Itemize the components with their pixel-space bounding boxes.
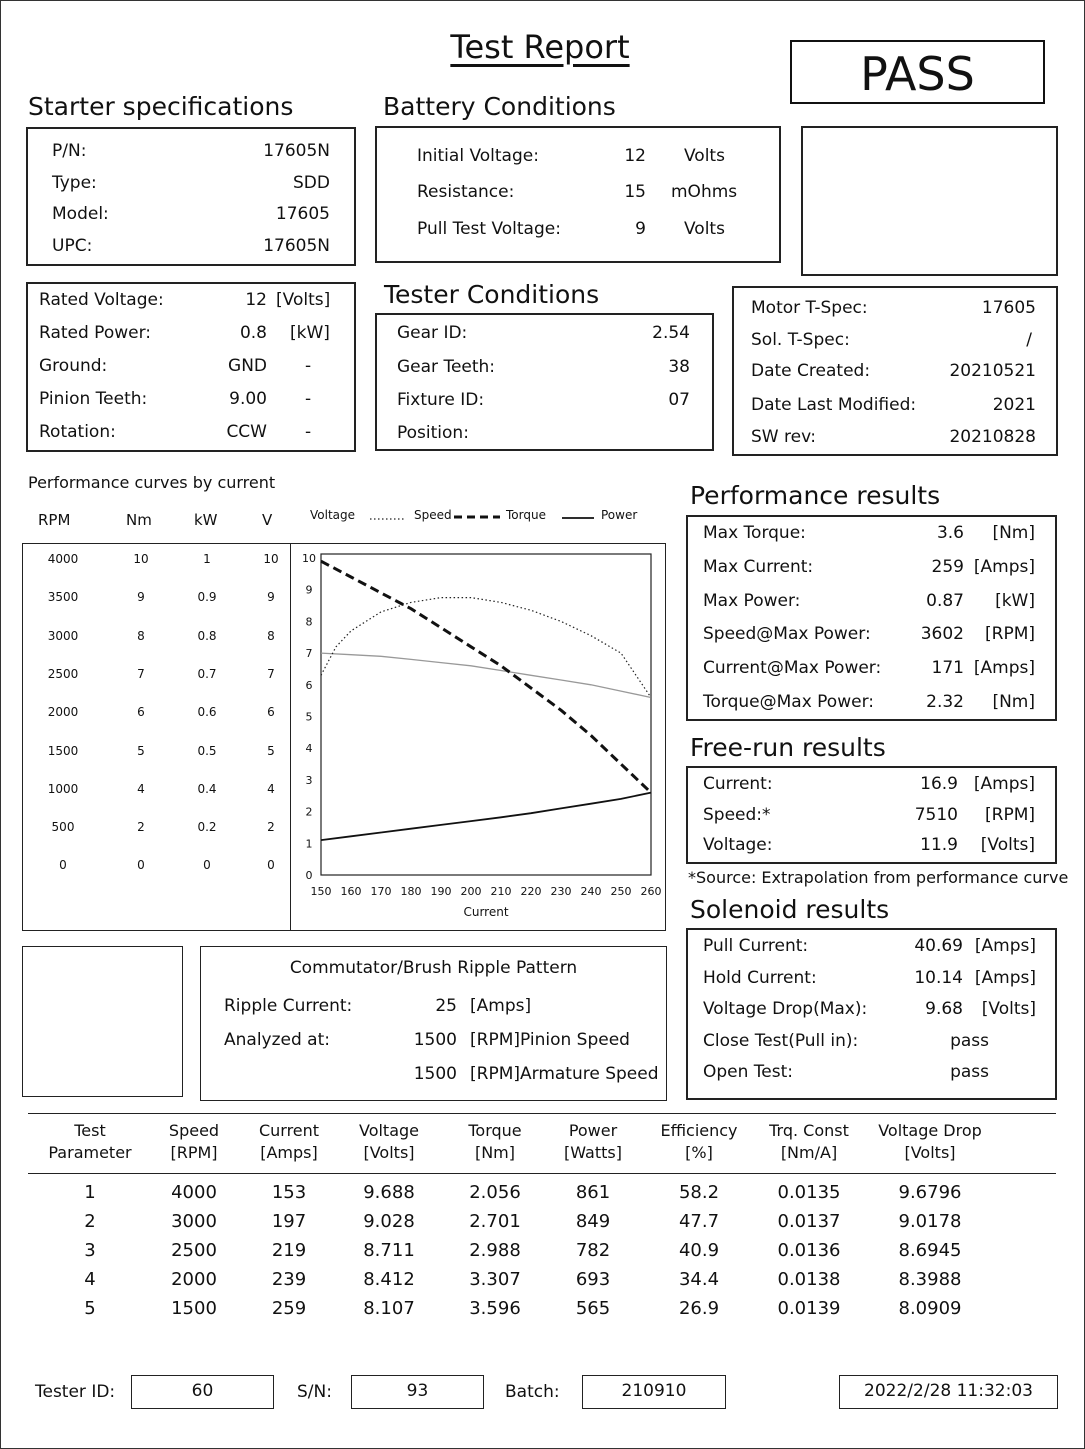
table-cell: 861	[575, 1182, 611, 1203]
freerun-label: Voltage:	[703, 835, 773, 855]
x-axis-label: Current	[463, 905, 509, 919]
table-col-header-line2: [Nm/A]	[780, 1143, 838, 1162]
tick-label: 0.2	[197, 820, 217, 835]
battery-label: Resistance:	[417, 182, 515, 202]
table-cell: 8.711	[363, 1240, 415, 1261]
tick-label: 6	[137, 705, 145, 720]
tick-label: 0.8	[197, 628, 217, 643]
legend-voltage: Voltage	[310, 508, 356, 522]
table-col-header-line2: [Nm]	[474, 1143, 516, 1162]
freerun-value: 7510	[914, 804, 958, 825]
table-cell: 47.7	[678, 1211, 720, 1232]
table-top-rule	[28, 1113, 1056, 1114]
table-col-header-line1: Voltage	[358, 1121, 419, 1140]
performance-value: 3.6	[936, 523, 964, 543]
x-tick-label: 210	[490, 885, 512, 898]
freerun-value: 16.9	[920, 774, 958, 794]
tick-label: 7	[267, 666, 275, 681]
x-tick-label: 260	[640, 885, 662, 898]
series-speed-line	[321, 598, 651, 698]
solenoid-value: 10.14	[914, 967, 963, 988]
motor-value: 17605	[981, 298, 1036, 318]
freerun-note: *Source: Extrapolation from performance curve	[688, 868, 1069, 887]
tester-value: 38	[668, 357, 690, 377]
rating-label: Rotation:	[39, 422, 116, 442]
performance-label: Max Power:	[703, 590, 801, 611]
battery-value: 12	[624, 146, 646, 166]
freerun-heading: Free-run results	[690, 733, 886, 762]
curves-col-v: V	[262, 511, 273, 529]
table-header-rule	[28, 1173, 1056, 1174]
rating-value: CCW	[226, 422, 267, 442]
table-cell: 2.988	[469, 1240, 521, 1261]
tester-label: Position:	[397, 423, 469, 443]
table-cell: 8.6945	[898, 1240, 962, 1261]
legend-speed: Speed	[414, 508, 452, 522]
performance-heading: Performance results	[690, 481, 941, 510]
freerun-label: Speed:*	[703, 804, 771, 825]
rating-value: 12	[245, 290, 267, 310]
table-cell: 2	[84, 1211, 96, 1232]
tester-box	[375, 313, 714, 451]
performance-value: 3602	[920, 624, 964, 645]
x-tick-label: 230	[550, 885, 572, 898]
freerun-unit: [Amps]	[973, 774, 1035, 794]
chart-box	[290, 543, 666, 931]
table-col-header	[533, 1120, 653, 1164]
tick-label: 10	[133, 552, 149, 566]
battery-unit: Volts	[684, 219, 725, 239]
batch-label: Batch:	[505, 1382, 560, 1402]
performance-unit: [RPM]	[985, 624, 1035, 645]
tick-label: 1000	[47, 781, 79, 796]
motor-label: SW rev:	[751, 427, 816, 447]
batch-field: 210910	[582, 1375, 726, 1409]
y-tick-label: 2	[305, 805, 313, 819]
battery-label: Pull Test Voltage:	[417, 219, 561, 239]
tick-label: 2	[137, 820, 145, 835]
y-tick-label: 5	[305, 710, 313, 724]
table-col-header-line2: [Volts]	[363, 1143, 415, 1162]
y-tick-label: 1	[305, 837, 313, 851]
performance-chart	[291, 544, 663, 928]
tick-label: 8	[137, 628, 145, 643]
table-col-header	[870, 1120, 990, 1164]
table-cell: 693	[575, 1269, 611, 1290]
tester-label: Gear ID:	[397, 323, 468, 343]
x-tick-label: 220	[520, 885, 542, 898]
solenoid-label: Hold Current:	[703, 967, 817, 988]
table-cell: 5	[84, 1298, 96, 1319]
performance-unit: [Nm]	[992, 692, 1035, 712]
x-tick-label: 160	[340, 885, 362, 898]
battery-value: 15	[624, 182, 646, 202]
tick-label: 5	[137, 743, 145, 758]
y-tick-label: 4	[305, 742, 313, 756]
performance-value: 171	[931, 658, 964, 679]
ratings-box	[26, 282, 356, 452]
table-col-header-line1: Trq. Const	[769, 1121, 849, 1140]
tick-label: 4	[267, 781, 275, 796]
table-cell: 259	[271, 1298, 307, 1319]
tick-label: 0	[137, 858, 145, 873]
solenoid-label: Voltage Drop(Max):	[703, 999, 868, 1019]
tick-label: 0	[203, 858, 211, 873]
table-col-header-line2: [Amps]	[260, 1143, 318, 1162]
x-tick-label: 240	[580, 885, 602, 898]
x-tick-label: 170	[370, 885, 392, 898]
table-col-header-line1: Power	[568, 1121, 618, 1140]
solenoid-value: 40.69	[914, 936, 963, 956]
performance-value: 259	[931, 556, 964, 577]
table-col-header-line2: Parameter	[48, 1143, 132, 1162]
solenoid-unit: [Volts]	[981, 999, 1036, 1019]
legend-speed-line	[368, 512, 408, 522]
spec-value: SDD	[293, 173, 330, 193]
tick-label: 0.5	[197, 743, 217, 758]
curves-col-nm: Nm	[126, 511, 152, 529]
x-tick-label: 200	[460, 885, 482, 898]
rating-label: Pinion Teeth:	[39, 389, 148, 409]
legend-power-line	[560, 512, 596, 522]
table-col-header-line1: Test	[74, 1121, 106, 1140]
tick-label: 9	[137, 590, 145, 605]
table-cell: 9.0178	[898, 1211, 962, 1232]
tick-label: 2	[267, 820, 275, 835]
tick-label: 0.9	[197, 590, 217, 605]
table-col-header	[639, 1120, 759, 1164]
tick-label: 0	[59, 858, 67, 873]
y-tick-label: 3	[305, 773, 313, 787]
table-cell: 153	[271, 1182, 307, 1203]
table-cell: 40.9	[678, 1240, 720, 1261]
table-cell: 219	[271, 1240, 307, 1261]
curves-col-kw: kW	[194, 511, 218, 529]
solenoid-value: pass	[950, 1062, 989, 1082]
tick-label: 0	[267, 858, 275, 873]
motor-label: Motor T-Spec:	[751, 298, 868, 318]
y-tick-label: 10	[302, 552, 316, 565]
table-cell: 197	[271, 1211, 307, 1232]
tick-label: 8	[267, 628, 275, 643]
table-cell: 0.0138	[777, 1269, 841, 1290]
rating-value: 9.00	[229, 389, 267, 409]
table-cell: 9.028	[363, 1211, 415, 1232]
table-cell: 0.0136	[777, 1240, 841, 1261]
table-cell: 8.0909	[898, 1298, 962, 1319]
performance-unit: [Amps]	[973, 658, 1035, 679]
table-cell: 1	[84, 1182, 96, 1203]
tick-label: 500	[51, 820, 75, 835]
performance-value: 2.32	[926, 692, 964, 712]
ripple-heading: Commutator/Brush Ripple Pattern	[289, 958, 578, 978]
table-cell: 2000	[171, 1269, 217, 1290]
plot-area	[321, 554, 651, 875]
spec-label: Type:	[52, 173, 97, 193]
tick-table-box	[22, 543, 292, 931]
sn-field: 93	[351, 1375, 484, 1409]
table-cell: 849	[575, 1211, 611, 1232]
tick-label: 0.7	[197, 666, 217, 681]
rating-label: Rated Voltage:	[39, 290, 164, 310]
product-image-box	[801, 126, 1058, 276]
tick-label: 1	[203, 552, 211, 566]
battery-unit: Volts	[684, 146, 725, 166]
x-tick-label: 250	[610, 885, 632, 898]
spec-label: Model:	[52, 204, 109, 224]
table-cell: 0.0137	[777, 1211, 841, 1232]
solenoid-unit: [Amps]	[974, 936, 1036, 956]
table-col-header-line2: [%]	[685, 1143, 713, 1162]
table-col-header-line2: [Volts]	[904, 1143, 956, 1162]
sn-label: S/N:	[297, 1382, 332, 1402]
freerun-unit: [Volts]	[980, 835, 1035, 855]
series-power-line	[321, 793, 651, 841]
spec-label: P/N:	[52, 141, 87, 161]
battery-unit: mOhms	[671, 182, 738, 202]
y-tick-label: 0	[305, 869, 313, 882]
x-tick-label: 180	[400, 885, 422, 898]
table-cell: 3000	[171, 1211, 217, 1232]
table-cell: 3.307	[469, 1269, 521, 1290]
motor-label: Date Created:	[751, 361, 871, 381]
y-tick-label: 8	[305, 615, 313, 629]
table-col-header	[329, 1120, 449, 1164]
table-col-header-line1: Speed	[168, 1121, 220, 1140]
ripple-current-value: 25	[435, 996, 457, 1016]
rating-unit: [kW]	[290, 323, 330, 343]
performance-value: 0.87	[926, 590, 964, 611]
solenoid-box	[686, 928, 1057, 1100]
performance-label: Max Current:	[703, 556, 814, 577]
table-cell: 239	[271, 1269, 307, 1290]
tick-label: 4	[137, 781, 145, 796]
table-cell: 26.9	[678, 1298, 720, 1319]
tester-heading: Tester Conditions	[384, 280, 600, 309]
tick-label: 5	[267, 743, 275, 758]
tick-label: 2000	[47, 705, 79, 720]
table-cell: 8.412	[363, 1269, 415, 1290]
series-torque-line	[321, 561, 651, 792]
freerun-value: 11.9	[920, 835, 958, 855]
performance-unit: [kW]	[995, 590, 1035, 611]
performance-unit: [Amps]	[973, 556, 1035, 577]
table-cell: 2500	[171, 1240, 217, 1261]
ripple-current-unit: [Amps]	[470, 996, 532, 1016]
rating-unit: -	[305, 356, 312, 376]
tester-value: 2.54	[652, 323, 690, 343]
tick-label: 4000	[47, 552, 79, 566]
table-cell: 1500	[171, 1298, 217, 1319]
table-col-header-line2: [RPM]	[170, 1143, 218, 1162]
table-col-header-line1: Voltage Drop	[878, 1121, 982, 1140]
pass-badge: PASS	[790, 40, 1045, 104]
battery-label: Initial Voltage:	[417, 146, 539, 166]
freerun-label: Current:	[703, 774, 773, 794]
table-col-header-line2: [Watts]	[564, 1143, 622, 1162]
performance-unit: [Nm]	[992, 523, 1035, 543]
x-tick-label: 150	[310, 885, 332, 898]
freerun-box	[686, 766, 1057, 864]
table-col-header	[30, 1120, 150, 1164]
starter-specs-box	[26, 127, 356, 266]
datetime-field: 2022/2/28 11:32:03	[839, 1375, 1058, 1409]
motor-label: Sol. T-Spec:	[751, 330, 850, 350]
ripple-pinion-unit: [RPM]Pinion Speed	[470, 1030, 630, 1050]
table-col-header-line1: Efficiency	[660, 1121, 738, 1140]
solenoid-value: 9.68	[925, 999, 963, 1019]
ripple-pinion-value: 1500	[413, 1030, 457, 1050]
table-cell: 58.2	[678, 1182, 720, 1203]
spec-value: 17605N	[263, 141, 330, 161]
solenoid-unit: [Amps]	[974, 967, 1036, 988]
table-col-header-line1: Torque	[468, 1121, 522, 1140]
solenoid-value: pass	[950, 1030, 989, 1051]
performance-label: Torque@Max Power:	[703, 692, 874, 712]
table-cell: 8.107	[363, 1298, 415, 1319]
battery-value: 9	[635, 219, 646, 239]
tester-id-label: Tester ID:	[35, 1382, 116, 1402]
tick-label: 6	[267, 705, 275, 720]
table-cell: 3	[84, 1240, 96, 1261]
rating-unit: -	[305, 389, 312, 409]
performance-box	[686, 515, 1057, 721]
tick-label: 10	[263, 552, 279, 566]
tick-label: 2500	[47, 666, 79, 681]
ripple-analyzed-label: Analyzed at:	[224, 1030, 330, 1050]
table-cell: 0.0135	[777, 1182, 841, 1203]
starter-specs-heading: Starter specifications	[28, 92, 294, 121]
table-cell: 782	[575, 1240, 611, 1261]
spec-label: UPC:	[52, 236, 93, 256]
solenoid-label: Open Test:	[703, 1062, 794, 1082]
y-tick-label: 7	[305, 647, 313, 661]
table-cell: 9.688	[363, 1182, 415, 1203]
performance-label: Speed@Max Power:	[703, 624, 871, 645]
legend-torque: Torque	[506, 508, 546, 522]
tick-label: 1500	[47, 743, 79, 758]
table-cell: 2.056	[469, 1182, 521, 1203]
table-cell: 8.3988	[898, 1269, 962, 1290]
tick-label: 9	[267, 590, 275, 605]
tick-label: 3000	[47, 628, 79, 643]
rating-value: GND	[228, 356, 267, 376]
report-title: Test Report	[450, 28, 630, 66]
freerun-unit: [RPM]	[985, 804, 1035, 825]
motor-value: 20210828	[949, 427, 1036, 447]
spec-value: 17605	[275, 204, 330, 224]
spec-value: 17605N	[263, 236, 330, 256]
motor-label: Date Last Modified:	[751, 395, 917, 415]
tester-label: Fixture ID:	[397, 390, 485, 410]
curves-heading: Performance curves by current	[28, 473, 276, 492]
battery-heading: Battery Conditions	[383, 92, 616, 121]
performance-label: Current@Max Power:	[703, 658, 882, 679]
solenoid-heading: Solenoid results	[690, 895, 890, 924]
tick-label: 0.6	[197, 705, 217, 720]
ripple-current-label: Ripple Current:	[224, 996, 353, 1016]
y-tick-label: 9	[305, 583, 313, 597]
table-cell: 3.596	[469, 1298, 521, 1319]
tick-label: 3500	[47, 590, 79, 605]
table-cell: 9.6796	[898, 1182, 962, 1203]
motor-value: 2021	[992, 395, 1036, 415]
rating-unit: [Volts]	[276, 290, 331, 310]
solenoid-label: Close Test(Pull in):	[703, 1030, 859, 1051]
motor-box	[732, 286, 1058, 456]
legend-torque-line	[452, 512, 502, 522]
table-cell: 565	[575, 1298, 611, 1319]
table-cell: 0.0139	[777, 1298, 841, 1319]
tester-value: 07	[668, 390, 690, 410]
motor-value: /	[1026, 330, 1032, 350]
ripple-image-box	[22, 946, 183, 1097]
table-cell: 34.4	[678, 1269, 720, 1290]
performance-label: Max Torque:	[703, 523, 806, 543]
table-col-header-line1: Current	[258, 1121, 320, 1140]
rating-label: Ground:	[39, 356, 108, 376]
ripple-armature-unit: [RPM]Armature Speed	[470, 1064, 659, 1084]
y-tick-label: 6	[305, 678, 313, 692]
legend-power: Power	[601, 508, 638, 522]
tick-label: 0.4	[197, 781, 217, 796]
rating-unit: -	[305, 422, 312, 442]
table-cell: 4000	[171, 1182, 217, 1203]
tester-id-field: 60	[131, 1375, 274, 1409]
tick-label: 7	[137, 666, 145, 681]
rating-value: 0.8	[239, 323, 267, 343]
x-tick-label: 190	[430, 885, 452, 898]
solenoid-label: Pull Current:	[703, 936, 809, 956]
battery-box	[375, 126, 781, 263]
series-voltage-line	[321, 653, 651, 697]
curves-col-rpm: RPM	[38, 511, 71, 529]
table-cell: 2.701	[469, 1211, 521, 1232]
ripple-box	[200, 946, 667, 1101]
tester-label: Gear Teeth:	[397, 357, 496, 377]
table-col-header	[749, 1120, 869, 1164]
rating-label: Rated Power:	[39, 323, 152, 343]
ripple-armature-value: 1500	[413, 1064, 457, 1084]
table-cell: 4	[84, 1269, 96, 1290]
motor-value: 20210521	[949, 361, 1036, 381]
